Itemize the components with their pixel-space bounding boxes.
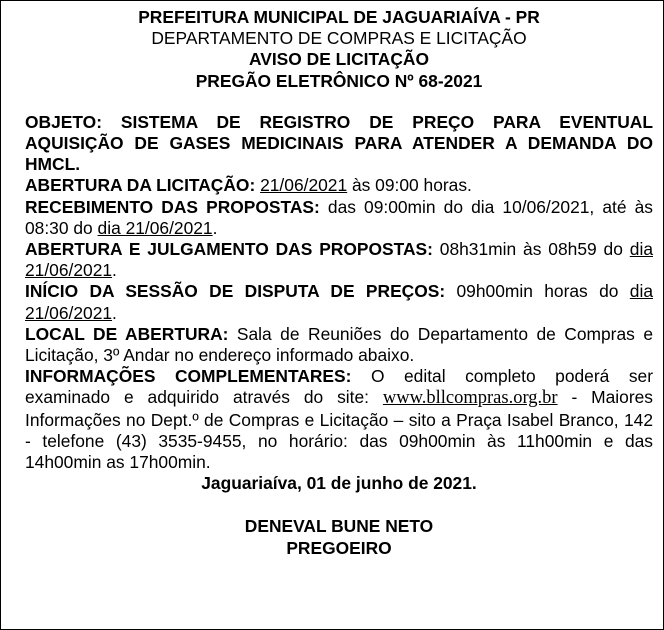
notice-title: AVISO DE LICITAÇÃO (248, 49, 430, 70)
info-paragraph (25, 366, 653, 473)
receipt-text: das 09:00min do dia 10/06/2021, até às 08:30 do (25, 196, 653, 238)
judgement-date: dia 21/06/2021 (25, 239, 653, 281)
receipt-label: RECEBIMENTO DAS PROPOSTAS: (25, 196, 320, 217)
site-link[interactable]: www.bllcompras.org.br (382, 388, 558, 409)
session-end: . (112, 302, 117, 323)
judgement-end: . (112, 260, 117, 281)
date-line: Jaguariaíva, 01 de junho de 2021. (201, 473, 477, 494)
location-text: Sala de Reuniões do Departamento de Compras e Licitação, 3º Andar no endereço informado abaixo. (25, 323, 653, 366)
judgement-paragraph (25, 239, 653, 281)
signatory-role: PREGOEIRO (286, 537, 392, 558)
location-label: LOCAL DE ABERTURA: (25, 323, 229, 344)
session-text: 09h00min horas do (445, 281, 630, 302)
session-label: INÍCIO DA SESSÃO DE DISPUTA DE PREÇOS: (25, 281, 446, 302)
signatory-name: DENEVAL BUNE NETO (244, 516, 434, 537)
receipt-paragraph (25, 197, 653, 239)
info-text-1: O edital completo poderá ser examinado e adquirido através do site: (25, 366, 653, 408)
opening-label: ABERTURA DA LICITAÇÃO: (25, 175, 256, 196)
object-paragraph: OBJETO: SISTEMA DE REGISTRO DE PREÇO PARA EVENTUAL AQUISIÇÃO DE GASES MEDICINAIS PARA ATENDER A DEMANDA DO HMCL. (25, 111, 653, 175)
auction-number: PREGÃO ELETRÔNICO Nº 68-2021 (195, 70, 483, 91)
municipality-title: PREFEITURA MUNICIPAL DE JAGUARIAÍVA - PR (138, 7, 540, 27)
receipt-end: . (212, 217, 218, 238)
opening-time: às 09:00 horas. (347, 175, 472, 196)
session-paragraph (25, 281, 653, 323)
signature-block (25, 516, 653, 558)
session-date: dia 21/06/2021 (25, 281, 654, 323)
opening-paragraph (25, 175, 653, 196)
judgement-label: ABERTURA E JULGAMENTO DAS PROPOSTAS: (25, 239, 433, 260)
info-label: INFORMAÇÕES COMPLEMENTARES: (25, 366, 352, 387)
judgement-text: 08h31min às 08h59 do (432, 239, 630, 260)
location-paragraph (25, 324, 653, 366)
notice-header (25, 7, 653, 92)
info-text-2: - Maiores Informações no Dept.º de Compras e Licitação – sito a Praça Isabel Branco, 142 - telefone (43) 3535-9455, no horário: das 09h00min às 11h00min e das 14h00min as 17h00min. (25, 387, 653, 473)
opening-date: 21/06/2021 (260, 175, 348, 196)
receipt-date: dia 21/06/2021 (97, 217, 213, 238)
department-title: DEPARTAMENTO DE COMPRAS E LICITAÇÃO (151, 28, 527, 49)
